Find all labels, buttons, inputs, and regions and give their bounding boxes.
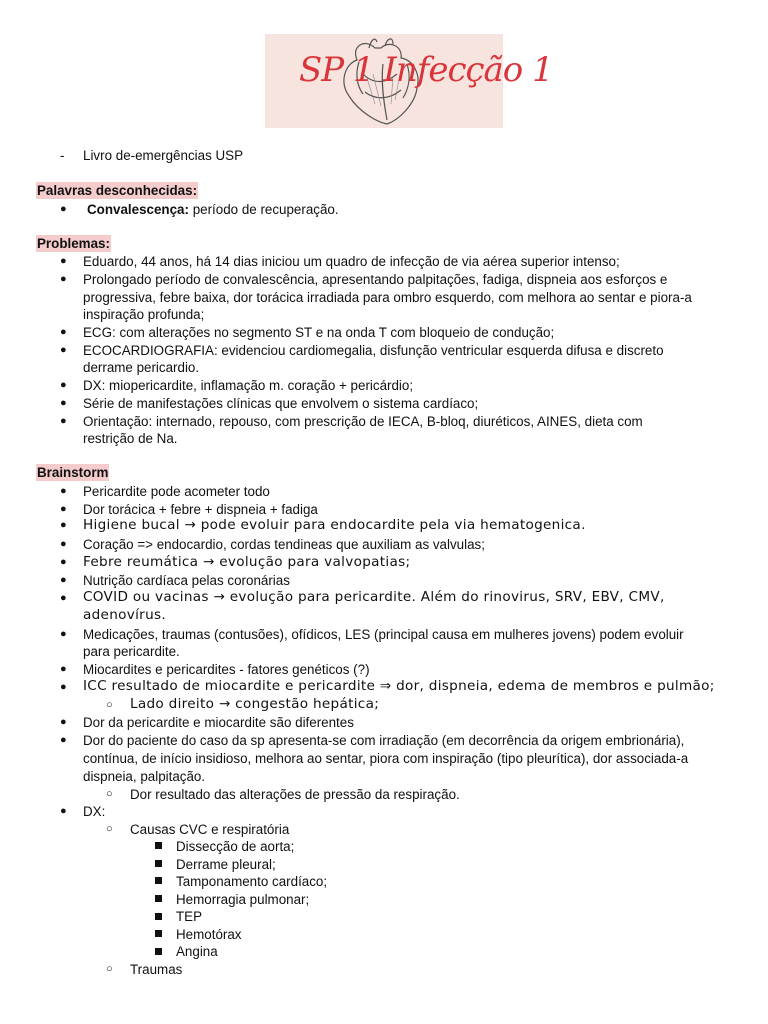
bullet-icon: ● [60,485,67,497]
brainstorm-item: COVID ou vacinas → evolução para pericardite. Além do rinovirus, SRV, EBV, CMV, [83,589,665,605]
brainstorm-item: Dor do paciente do caso da sp apresenta-se com irradiação (em decorrência da origem embrionária), [83,733,685,748]
square-bullet-icon [155,877,162,884]
bullet-icon: ● [60,255,67,267]
problem-item: Prolongado período de convalescência, apresentando palpitações, fadiga, dispneia aos esforços e [83,272,668,287]
dx-cause-item: TEP [176,909,203,924]
heading-problemas: Problemas: [37,236,110,251]
brainstorm-item: Medicações, traumas (contusões), ofídicos, LES (principal causa em mulheres jovens) podem evoluir [83,627,684,642]
square-bullet-icon [155,842,162,849]
header-banner [265,34,553,128]
problem-item: Série de manifestações clínicas que envolvem o sistema cardíaco; [83,396,479,411]
bullet-icon: ● [60,574,67,586]
square-bullet-icon [155,930,162,937]
bullet-icon: ● [60,663,67,675]
problem-item: ECG: com alterações no segmento ST e na onda T com bloqueio de condução; [83,325,555,340]
bullet-icon: ● [60,203,67,215]
bullet-icon: ● [60,397,67,409]
bullet-icon: ● [60,716,67,728]
problem-item: DX: miopericardite, inflamação m. coração + pericárdio; [83,378,414,393]
brainstorm-item-cont: dispneia, palpitação. [83,769,206,784]
heading-brainstorm: Brainstorm [37,465,109,480]
brainstorm-subitem: Dor resultado das alterações de pressão da respiração. [130,787,460,802]
dx-cause-item: Angina [176,944,218,959]
bullet-icon: ● [60,519,67,531]
heading-palavras: Palavras desconhecidas: [37,183,198,198]
definition-item [87,201,339,218]
bullet-icon: ● [60,805,67,817]
square-bullet-icon [155,895,162,902]
bullet-icon: ● [60,592,67,604]
brainstorm-item: ICC resultado de miocardite e pericardite ⇒ dor, dispneia, edema de membros e pulmão; [83,678,715,694]
dx-cause-item: Derrame pleural; [176,857,276,872]
bullet-icon: ● [60,415,67,427]
brainstorm-item-cont: contínua, de início insidioso, melhora ao sentar, piora com inspiração (tipo pleurítica), dor associada-a [83,751,689,766]
problem-item-cont: progressiva, febre baixa, dor torácica irradiada para ombro esquerdo, com melhora ao sentar e piora-a [83,290,692,305]
brainstorm-subitem: Lado direito → congestão hepática; [130,696,380,712]
problem-item-cont: inspiração profunda; [83,307,205,322]
brainstorm-item: Nutrição cardíaca pelas coronárias [83,573,290,588]
problem-item: Eduardo, 44 anos, há 14 dias iniciou um quadro de infecção de via aérea superior intenso; [83,254,620,269]
bullet-circle-icon: ○ [106,699,113,711]
square-bullet-icon [155,860,162,867]
brainstorm-item: Coração => endocardio, cordas tendineas que auxiliam as valvulas; [83,537,485,552]
dx-cause-item: Hemorragia pulmonar; [176,892,310,907]
brainstorm-item: DX: [83,804,106,819]
bullet-icon: ● [60,628,67,640]
bullet-icon: ● [60,344,67,356]
dash-marker: - [60,148,65,163]
square-bullet-icon [155,948,162,955]
brainstorm-item: Miocardites e pericardites - fatores genéticos (?) [83,662,370,677]
brainstorm-item: Pericardite pode acometer todo [83,484,270,499]
brainstorm-subitem: Traumas [130,962,183,977]
problem-item-cont: restrição de Na. [83,431,178,446]
bullet-circle-icon: ○ [106,963,113,975]
bullet-icon: ● [60,273,67,285]
brainstorm-subitem: Causas CVC e respiratória [130,822,290,837]
intro-text: Livro de-emergências USP [83,148,244,163]
bullet-icon: ● [60,326,67,338]
bullet-icon: ● [60,503,67,515]
definition-term: Convalescença: [87,202,189,217]
bullet-icon: ● [60,379,67,391]
bullet-icon: ● [60,556,67,568]
definition-text: período de recuperação. [188,202,339,217]
dx-cause-item: Dissecção de aorta; [176,839,295,854]
brainstorm-item-cont: para pericardite. [83,644,180,659]
square-bullet-icon [155,913,162,920]
brainstorm-item: Dor da pericardite e miocardite são diferentes [83,715,354,730]
bullet-icon: ● [60,734,67,746]
brainstorm-item-cont: adenovírus. [83,607,166,623]
brainstorm-item: Higiene bucal → pode evoluir para endocardite pela via hematogenica. [83,517,586,533]
brainstorm-item: Dor torácica + febre + dispneia + fadiga [83,502,318,517]
dx-cause-item: Tamponamento cardíaco; [176,874,328,889]
bullet-circle-icon: ○ [106,823,113,835]
bullet-icon: ● [60,538,67,550]
brainstorm-item: Febre reumática → evolução para valvopatias; [83,554,411,570]
problem-item: Orientação: internado, repouso, com prescrição de IECA, B-bloq, diuréticos, AINES, dieta com [83,414,643,429]
problem-item-cont: derrame pericardio. [83,360,200,375]
dx-cause-item: Hemotórax [176,927,242,942]
banner-title: SP 1 Infecção 1 [299,50,553,90]
bullet-circle-icon: ○ [106,788,113,800]
bullet-icon: ● [60,681,67,693]
problem-item: ECOCARDIOGRAFIA: evidenciou cardiomegalia, disfunção ventricular esquerda difusa e discreto [83,343,664,358]
